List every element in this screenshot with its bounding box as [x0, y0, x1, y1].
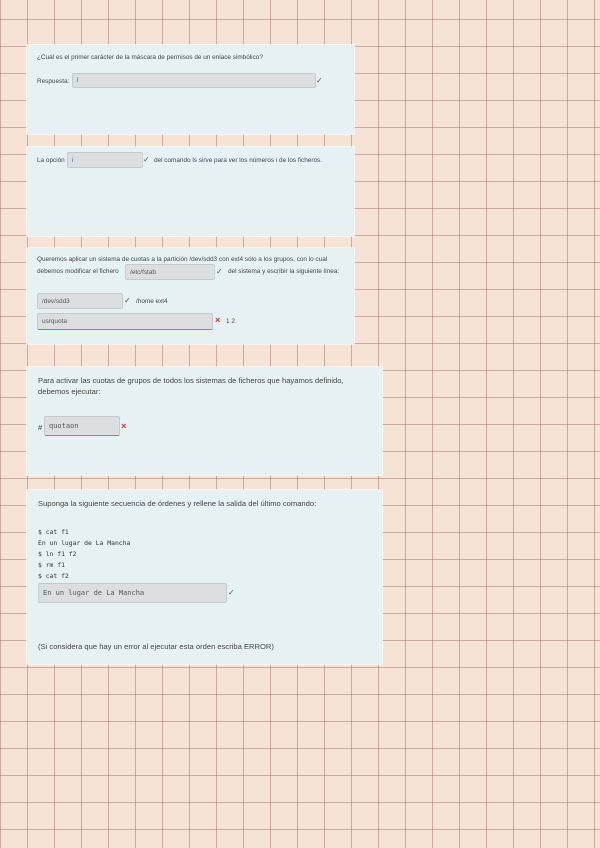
question-card-4 — [27, 367, 382, 475]
correct-check-icon: ✓ — [228, 588, 235, 597]
code-line: $ cat f1 — [38, 528, 69, 536]
code-line: $ rm f1 — [38, 561, 65, 569]
question-line-1: Queremos aplicar un sistema de cuotas a la partición /dev/sdd3 con ext4 sólo a los grupos, con lo cual — [37, 256, 328, 263]
file-input[interactable] — [125, 264, 215, 280]
question-line-2-suffix: del sistema y escribir la siguiente línea: — [228, 268, 340, 275]
question-line-2-prefix: debemos modificar el fichero — [37, 268, 119, 275]
option-suffix: 1 2 — [226, 318, 235, 325]
question-prefix: La opción — [37, 157, 65, 164]
command-value: quotaon — [49, 422, 79, 430]
code-line: $ cat f2 — [38, 572, 69, 580]
incorrect-x-icon: × — [215, 315, 221, 325]
question-card-2 — [27, 147, 354, 236]
output-input[interactable] — [38, 583, 227, 603]
code-line: $ ln f1 f2 — [38, 550, 77, 558]
option-input[interactable] — [37, 313, 213, 330]
file-value: /etc/fstab — [130, 268, 156, 276]
answer-input[interactable] — [72, 73, 316, 88]
device-value: /dev/sdd3 — [42, 297, 70, 305]
option-input[interactable] — [67, 152, 143, 168]
question-card-1 — [27, 45, 354, 134]
command-input[interactable] — [44, 416, 120, 436]
answer-value: l — [77, 77, 79, 84]
question-text: Para activar las cuotas de grupos de todos los sistemas de ficheros que hayamos definido, debemos ejecutar: — [38, 376, 344, 396]
question-card-5 — [27, 490, 382, 664]
incorrect-x-icon: × — [121, 421, 127, 431]
device-input[interactable] — [37, 293, 123, 309]
answer-label: Respuesta: — [37, 78, 70, 85]
option-value: i — [72, 156, 74, 164]
output-value: En un lugar de La Mancha — [43, 589, 145, 597]
question-suffix: del comando ls sirve para ver los números i de los ficheros. — [154, 157, 323, 164]
note-text: (Si considera que hay un error al ejecutar esta orden escriba ERROR) — [38, 642, 274, 651]
correct-check-icon: ✓ — [143, 155, 150, 164]
question-text: Suponga la siguiente secuencia de órdenes y rellene la salida del último comando: — [38, 499, 317, 508]
code-line: En un lugar de La Mancha — [38, 539, 131, 547]
option-value: usrquota — [42, 318, 67, 325]
prompt-symbol: # — [38, 423, 43, 432]
correct-check-icon: ✓ — [124, 296, 131, 305]
mount-text: /home ext4 — [136, 298, 168, 305]
question-text: ¿Cuál es el primer carácter de la máscara de permisos de un enlace simbólico? — [37, 54, 263, 61]
correct-check-icon: ✓ — [216, 267, 223, 276]
correct-check-icon: ✓ — [316, 76, 323, 85]
question-card-3 — [27, 248, 354, 344]
